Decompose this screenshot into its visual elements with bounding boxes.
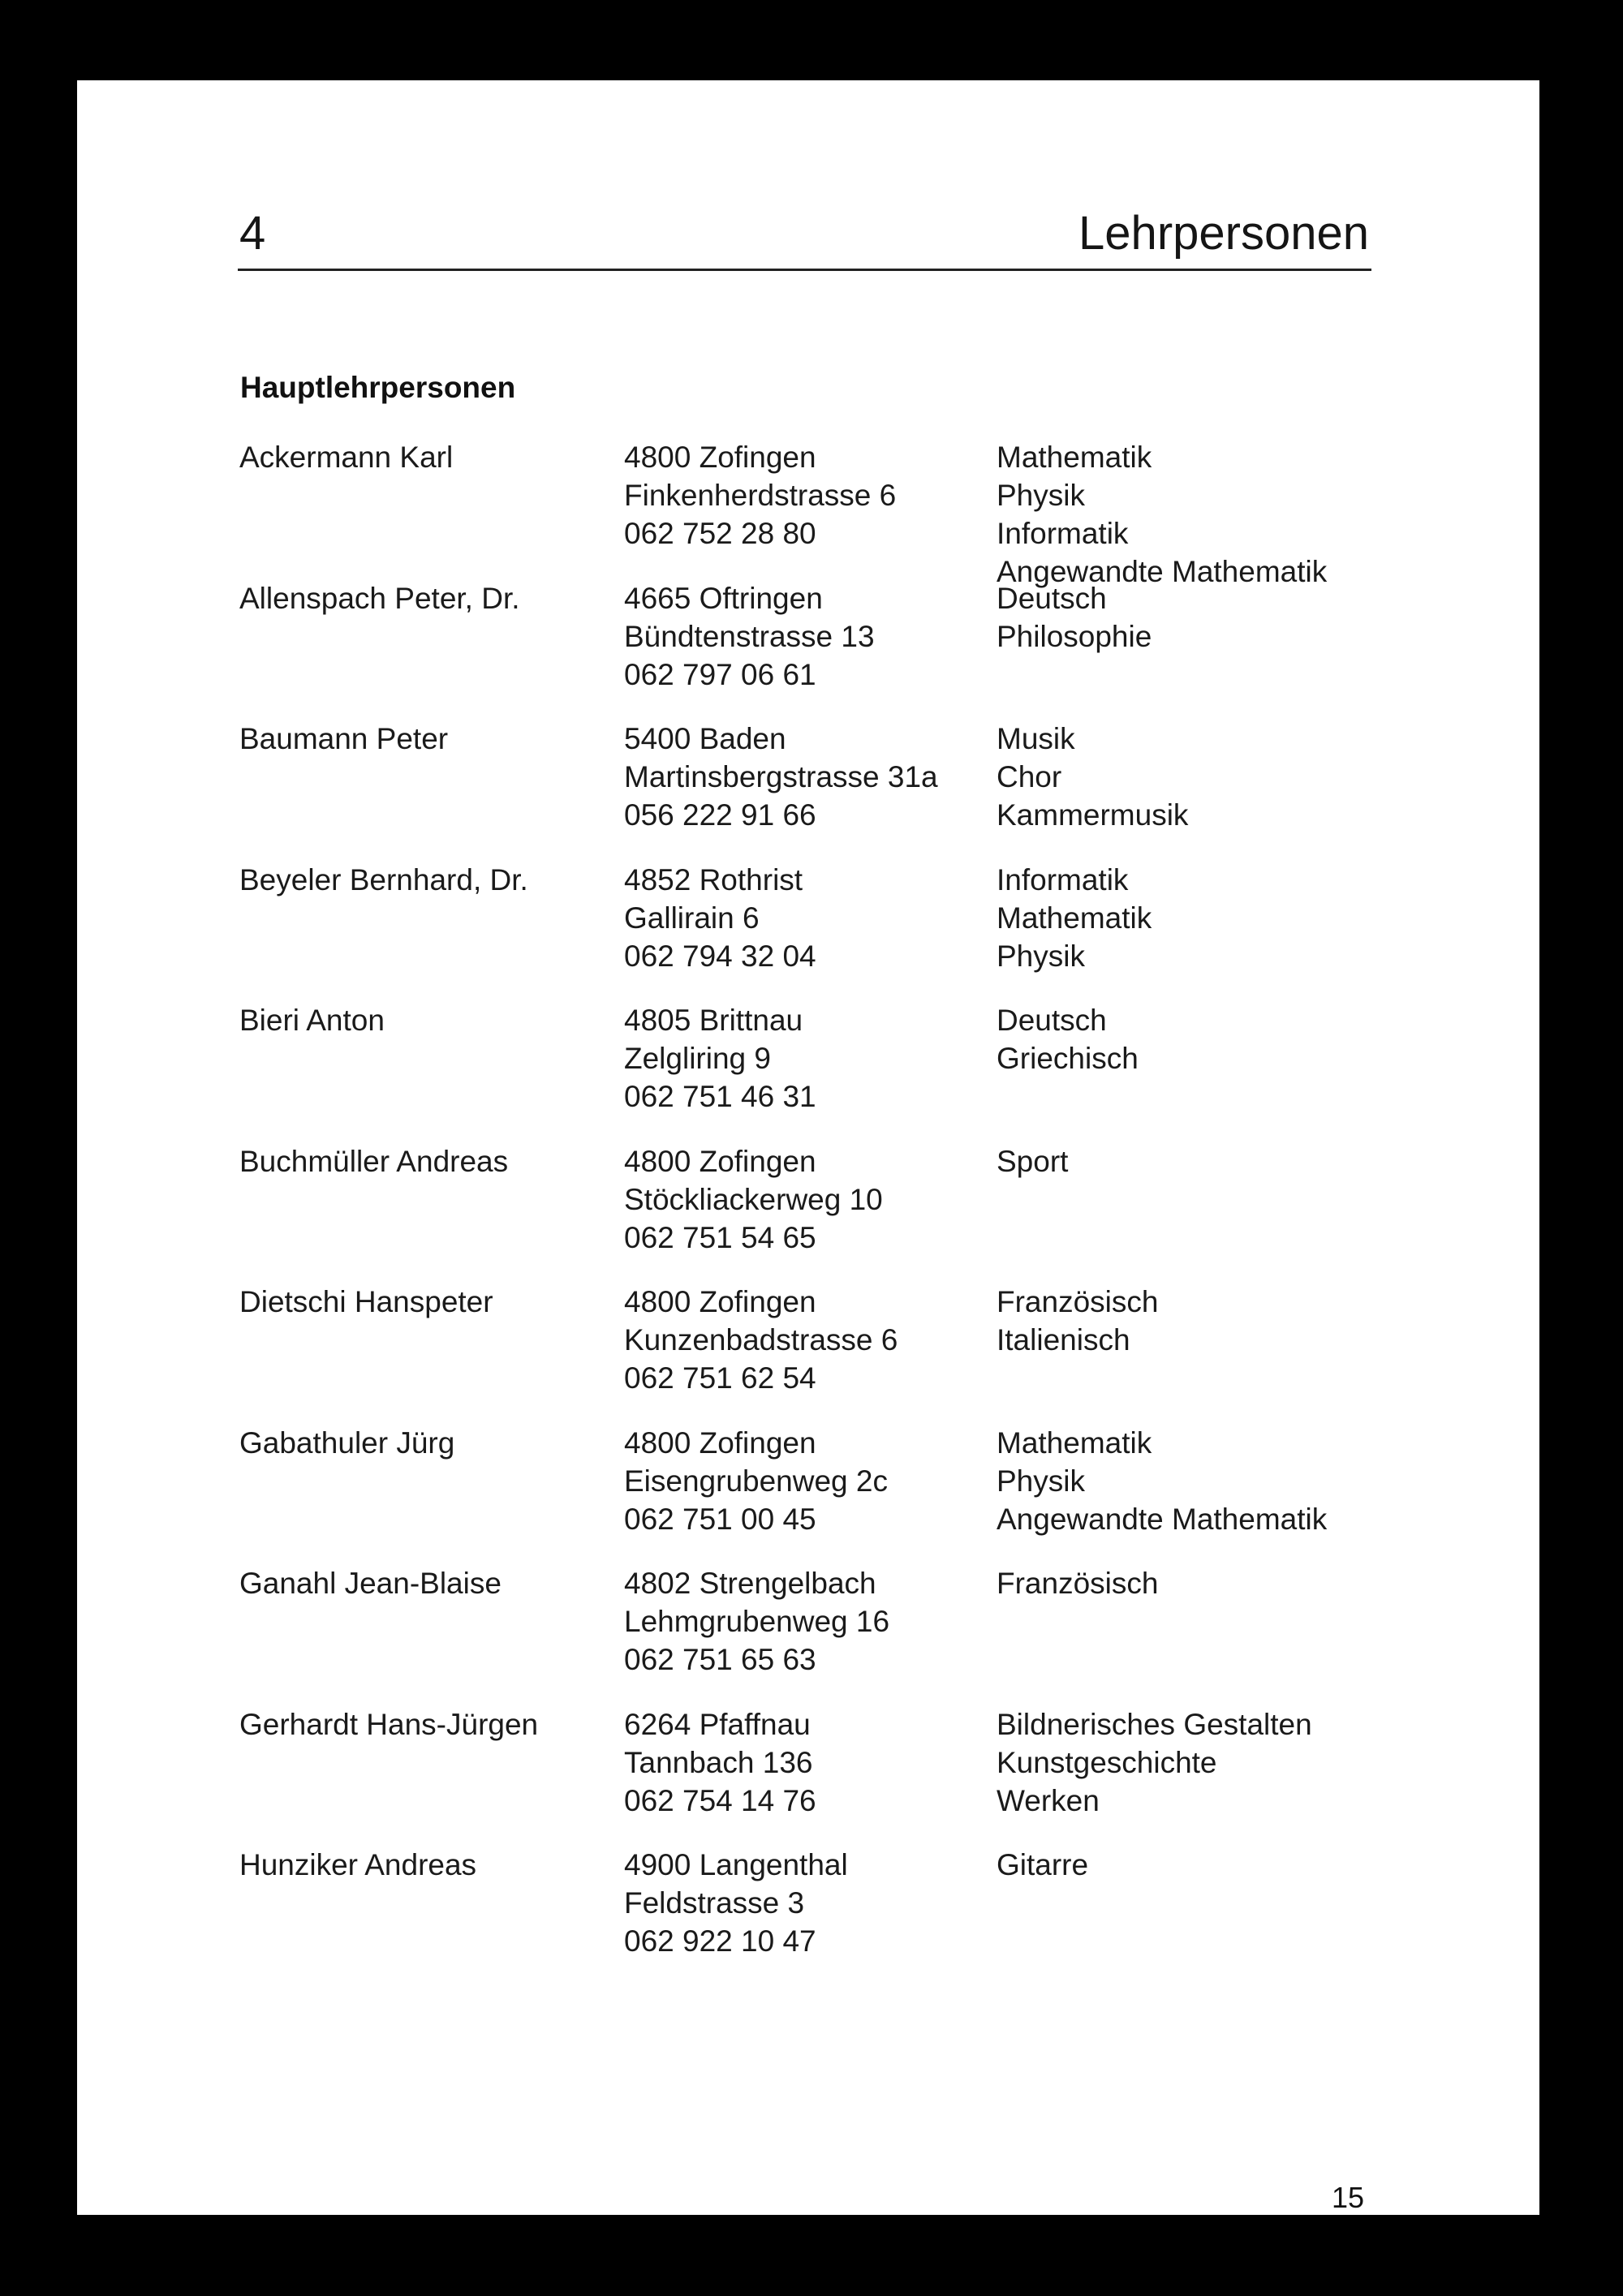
subject: Physik: [997, 939, 1085, 973]
address-city: 4800 Zofingen: [624, 441, 816, 474]
subject: Mathematik: [997, 1425, 1152, 1460]
address-city: 5400 Baden: [624, 722, 786, 755]
teacher-subjects: [997, 1283, 1386, 1359]
address-phone: 056 222 91 66: [624, 798, 816, 832]
subject: Angewandte Mathematik: [997, 1502, 1328, 1536]
subject: Französisch: [997, 1285, 1159, 1318]
address-phone: 062 754 14 76: [624, 1783, 816, 1817]
teacher-address: [624, 1142, 981, 1257]
address-street: Kunzenbadstrasse 6: [624, 1323, 898, 1357]
address-street: Stöckliackerweg 10: [624, 1182, 883, 1216]
teacher-subjects: [997, 438, 1386, 591]
teacher-address: [624, 1424, 981, 1538]
teacher-subjects: [997, 1424, 1386, 1538]
subject: Gitarre: [997, 1848, 1089, 1881]
document-page: [77, 80, 1539, 2215]
teacher-entry: [238, 861, 1390, 1002]
teacher-subjects: [997, 1564, 1386, 1602]
teacher-entry: [238, 1846, 1390, 1987]
address-phone: 062 794 32 04: [624, 939, 816, 973]
address-phone: 062 751 00 45: [624, 1502, 816, 1536]
teacher-entry: [238, 720, 1390, 861]
teacher-entry: [238, 1283, 1390, 1424]
teacher-name: Buchmüller Andreas: [239, 1144, 509, 1178]
subject: Kunstgeschichte: [997, 1745, 1217, 1779]
teacher-name: Gerhardt Hans-Jürgen: [239, 1707, 539, 1741]
address-city: 4800 Zofingen: [624, 1144, 816, 1178]
address-street: Lehmgrubenweg 16: [624, 1605, 890, 1638]
subject: Chor: [997, 760, 1062, 793]
teacher-entry: [238, 1564, 1390, 1705]
teacher-list: [238, 438, 1390, 1987]
teacher-subjects: [997, 1001, 1386, 1077]
subject: Werken: [997, 1783, 1100, 1817]
section-title: Hauptlehrpersonen: [240, 371, 516, 404]
header-rule: [238, 269, 1371, 271]
teacher-entry: [238, 1705, 1390, 1847]
teacher-subjects: [997, 579, 1386, 656]
teacher-entry: [238, 1142, 1390, 1283]
chapter-title: Lehrpersonen: [1078, 207, 1369, 260]
subject: Französisch: [997, 1567, 1159, 1600]
teacher-subjects: [997, 1705, 1386, 1820]
subject: Physik: [997, 479, 1085, 512]
address-city: 4900 Langenthal: [624, 1848, 848, 1881]
teacher-entry: [238, 579, 1390, 720]
address-city: 4665 Oftringen: [624, 581, 823, 615]
teacher-name: Allenspach Peter, Dr.: [239, 581, 520, 615]
address-street: Finkenherdstrasse 6: [624, 479, 897, 512]
teacher-entry: [238, 1424, 1390, 1565]
address-phone: 062 751 65 63: [624, 1643, 816, 1676]
chapter-number: 4: [239, 207, 266, 260]
address-street: Gallirain 6: [624, 901, 760, 935]
address-street: Martinsbergstrasse 31a: [624, 760, 938, 793]
teacher-address: [624, 1564, 981, 1679]
teacher-name: Beyeler Bernhard, Dr.: [239, 862, 528, 896]
teacher-name: Bieri Anton: [239, 1004, 385, 1037]
address-phone: 062 752 28 80: [624, 517, 816, 550]
subject: Angewandte Mathematik: [997, 555, 1328, 588]
address-phone: 062 751 54 65: [624, 1220, 816, 1254]
address-street: Feldstrasse 3: [624, 1886, 805, 1920]
subject: Deutsch: [997, 581, 1107, 615]
teacher-address: [624, 438, 981, 553]
teacher-name: Gabathuler Jürg: [239, 1425, 455, 1460]
address-street: Tannbach 136: [624, 1745, 813, 1779]
subject: Griechisch: [997, 1042, 1139, 1075]
address-city: 4802 Strengelbach: [624, 1567, 876, 1600]
address-city: 4800 Zofingen: [624, 1285, 816, 1318]
teacher-subjects: [997, 861, 1386, 975]
address-city: 6264 Pfaffnau: [624, 1707, 811, 1741]
address-city: 4800 Zofingen: [624, 1425, 816, 1460]
subject: Bildnerisches Gestalten: [997, 1707, 1312, 1741]
address-phone: 062 797 06 61: [624, 657, 816, 691]
teacher-address: [624, 579, 981, 694]
teacher-name: Ackermann Karl: [239, 441, 454, 474]
address-street: Eisengrubenweg 2c: [624, 1464, 888, 1498]
subject: Sport: [997, 1144, 1069, 1178]
subject: Philosophie: [997, 619, 1152, 653]
address-phone: 062 922 10 47: [624, 1924, 816, 1958]
address-city: 4852 Rothrist: [624, 862, 803, 896]
subject: Italienisch: [997, 1323, 1130, 1357]
teacher-name: Ganahl Jean-Blaise: [239, 1567, 502, 1600]
address-city: 4805 Brittnau: [624, 1004, 803, 1037]
teacher-address: [624, 1846, 981, 1960]
address-phone: 062 751 62 54: [624, 1361, 816, 1395]
teacher-address: [624, 720, 981, 834]
teacher-entry: [238, 438, 1390, 588]
teacher-name: Baumann Peter: [239, 722, 449, 755]
address-street: Bündtenstrasse 13: [624, 619, 875, 653]
page-number: 15: [1331, 2181, 1364, 2214]
address-phone: 062 751 46 31: [624, 1080, 816, 1113]
subject: Musik: [997, 722, 1075, 755]
subject: Informatik: [997, 862, 1129, 896]
address-street: Zelgliring 9: [624, 1042, 771, 1075]
teacher-address: [624, 1705, 981, 1820]
subject: Informatik: [997, 517, 1129, 550]
subject: Kammermusik: [997, 798, 1189, 832]
teacher-address: [624, 861, 981, 975]
teacher-name: Hunziker Andreas: [239, 1848, 477, 1881]
teacher-name: Dietschi Hanspeter: [239, 1285, 493, 1318]
subject: Mathematik: [997, 441, 1152, 474]
teacher-address: [624, 1283, 981, 1397]
teacher-subjects: [997, 1142, 1386, 1180]
teacher-subjects: [997, 1846, 1386, 1884]
subject: Physik: [997, 1464, 1085, 1498]
subject: Mathematik: [997, 901, 1152, 935]
subject: Deutsch: [997, 1004, 1107, 1037]
teacher-subjects: [997, 720, 1386, 834]
teacher-entry: [238, 1001, 1390, 1142]
teacher-address: [624, 1001, 981, 1116]
